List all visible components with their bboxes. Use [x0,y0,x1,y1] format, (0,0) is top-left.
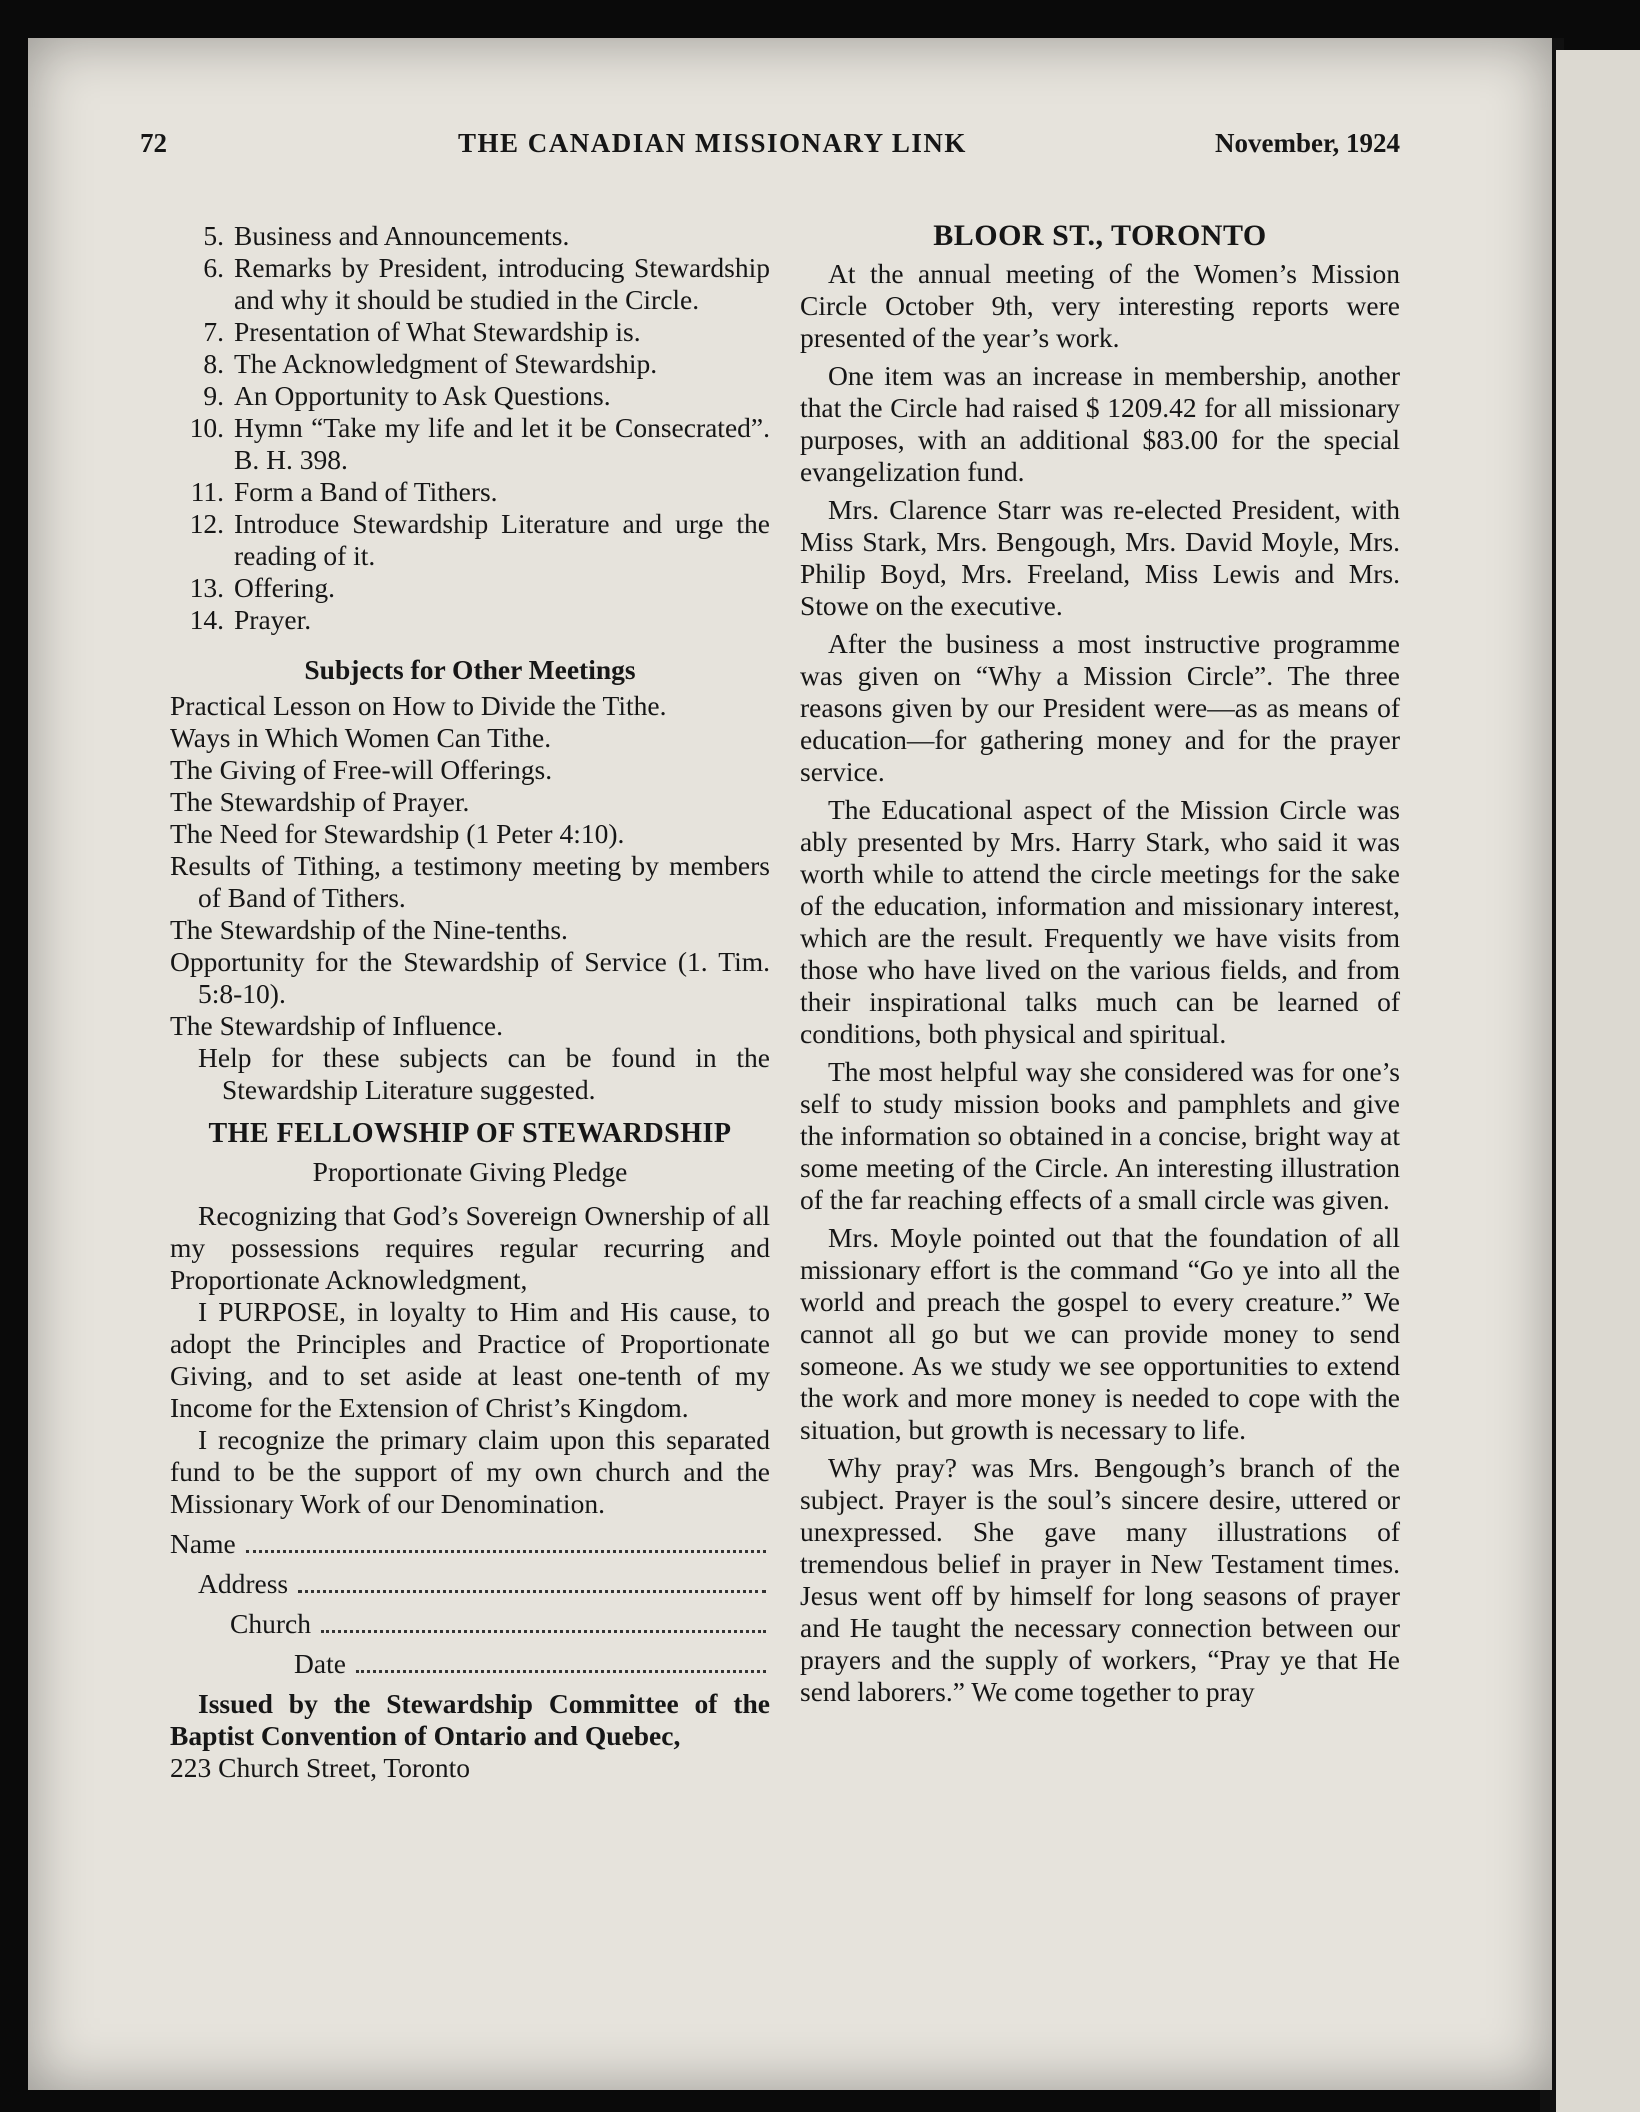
item-number: 11. [190,476,224,507]
list-item [170,572,770,604]
item-text: Business and Announcements. [234,220,570,251]
list-item: The Giving of Free-will Offerings. [170,754,553,785]
left-column [170,220,770,1784]
list-item [170,380,770,412]
item-text: Remarks by President, introducing Stewardship and why it should be studied in the Circle. [234,252,770,315]
subjects-heading: Subjects for Other Meetings [304,654,636,685]
field-label: Church [230,1608,311,1639]
article-title: BLOOR ST., TORONTO [933,219,1267,252]
item-text: An Opportunity to Ask Questions. [234,380,611,411]
list-item [170,476,770,508]
item-number: 13. [189,572,224,603]
article-paragraph: Mrs. Clarence Starr was re-elected President, with Miss Stark, Mrs. Bengough, Mrs. David Moyle, Mrs. Philip Boyd, Mrs. Freeland, Miss Lewis and Mrs. Stowe on the executive. [800,494,1400,621]
item-number: 7. [203,316,224,347]
pledge-paragraph: Recognizing that God’s Sovereign Ownership of all my possessions requires regular recurring and Proportionate Acknowledgment, [170,1200,770,1295]
list-item: Results of Tithing, a testimony meeting by members of Band of Tithers. [170,850,770,913]
item-text: Prayer. [234,604,312,635]
issued-by [170,1688,770,1752]
item-number: 5. [203,220,224,251]
list-item [170,412,770,476]
item-number: 12. [189,508,224,539]
address-field[interactable] [170,1568,770,1600]
dotted-line [246,1532,766,1553]
running-header [140,128,1400,168]
item-text: Introduce Stewardship Literature and urge the reading of it. [234,508,770,571]
item-number: 9. [203,380,224,411]
list-item [170,252,770,316]
dotted-line [356,1652,766,1673]
item-number: 6. [203,252,224,283]
item-text: Hymn “Take my life and let it be Consecrated”. B. H. 398. [234,412,770,475]
item-text: Offering. [234,572,336,603]
journal-title: THE CANADIAN MISSIONARY LINK [458,128,967,158]
dotted-line [298,1572,766,1593]
list-item [170,220,770,252]
article-paragraph: The most helpful way she considered was for one’s self to study mission books and pamphlets and give the information so obtained in a concise, bright way at some meeting of the Circle. An interesting illustration of the far reaching effects of a small circle was given. [800,1056,1400,1215]
list-item [170,348,770,380]
item-number: 8. [203,348,224,379]
article-paragraph: The Educational aspect of the Mission Circle was ably presented by Mrs. Harry Stark, who said it was worth while to attend the circle meetings for the sake of the education, information and missionary interest, which are the result. Frequently we have visits from those who have lived on the various fields, and from their inspirational talks much can be learned of conditions, both physical and spiritual. [800,794,1400,1049]
field-label: Date [294,1648,346,1679]
facing-page-edge [1556,50,1640,2112]
list-item [170,604,770,636]
name-field[interactable] [170,1528,770,1560]
item-text: Form a Band of Tithers. [234,476,498,507]
pledge-subtitle: Proportionate Giving Pledge [312,1156,628,1187]
issue-date: November, 1924 [1215,128,1400,158]
issued-by-text: Issued by the Stewardship Committee of the Baptist Convention of Ontario and Quebec, [170,1688,770,1751]
list-item: The Stewardship of the Nine-tenths. [170,914,568,945]
list-item [170,316,770,348]
field-label: Name [170,1528,236,1559]
help-note: Help for these subjects can be found in the Stewardship Literature suggested. [198,1042,770,1105]
fellowship-title: THE FELLOWSHIP OF STEWARDSHIP [208,1118,732,1149]
page-number: 72 [140,128,167,158]
dotted-line [321,1612,766,1633]
article-paragraph: Why pray? was Mrs. Bengough’s branch of the subject. Prayer is the soul’s sincere desire, uttered or unexpressed. She gave many illustrations of tremendous belief in prayer in New Testament times. Jesus went off by himself for long seasons of prayer and He taught the necessary connection between our prayers and the supply of workers, “Pray ye that He send laborers.” We come together to pray [800,1452,1400,1707]
article-paragraph: One item was an increase in membership, another that the Circle had raised $ 1209.42 for all missionary purposes, with an additional $83.00 for the special evangelization fund. [800,360,1400,487]
program-list [170,220,770,636]
list-item: Ways in Which Women Can Tithe. [170,722,552,753]
article-paragraph: Mrs. Moyle pointed out that the foundation of all missionary effort is the command “Go ye into all the world and preach the gospel to every creature.” We cannot all go but we can provide money to send someone. As we study we see opportunities to extend the work and more money is needed to cope with the situation, but growth is necessary to life. [800,1222,1400,1445]
issued-address: 223 Church Street, Toronto [170,1752,471,1783]
right-column [800,220,1400,1714]
pledge-paragraph: I PURPOSE, in loyalty to Him and His cause, to adopt the Principles and Practice of Proportionate Giving, and to set aside at least one-tenth of my Income for the Extension of Christ’s Kingdom. [170,1296,770,1423]
list-item: The Stewardship of Prayer. [170,786,470,817]
item-text: The Acknowledgment of Stewardship. [234,348,658,379]
subjects-list [170,690,770,1042]
article-paragraph: At the annual meeting of the Women’s Mission Circle October 9th, very interesting reports were presented of the year’s work. [800,258,1400,353]
field-label: Address [198,1568,289,1599]
article-paragraph: After the business a most instructive programme was given on “Why a Mission Circle”. The three reasons given by our President were—as as means of education—for gathering money and for the prayer service. [800,628,1400,787]
list-item: The Stewardship of Influence. [170,1010,503,1041]
list-item: The Need for Stewardship (1 Peter 4:10). [170,818,625,849]
church-field[interactable] [170,1608,770,1640]
pledge-paragraph: I recognize the primary claim upon this separated fund to be the support of my own church and the Missionary Work of our Denomination. [170,1424,770,1519]
item-number: 10. [189,412,224,443]
item-number: 14. [189,604,224,635]
list-item: Practical Lesson on How to Divide the Tithe. [170,690,667,721]
date-field[interactable] [170,1648,770,1680]
list-item: Opportunity for the Stewardship of Service (1. Tim. 5:8-10). [170,946,770,1009]
list-item [170,508,770,572]
item-text: Presentation of What Stewardship is. [234,316,641,347]
